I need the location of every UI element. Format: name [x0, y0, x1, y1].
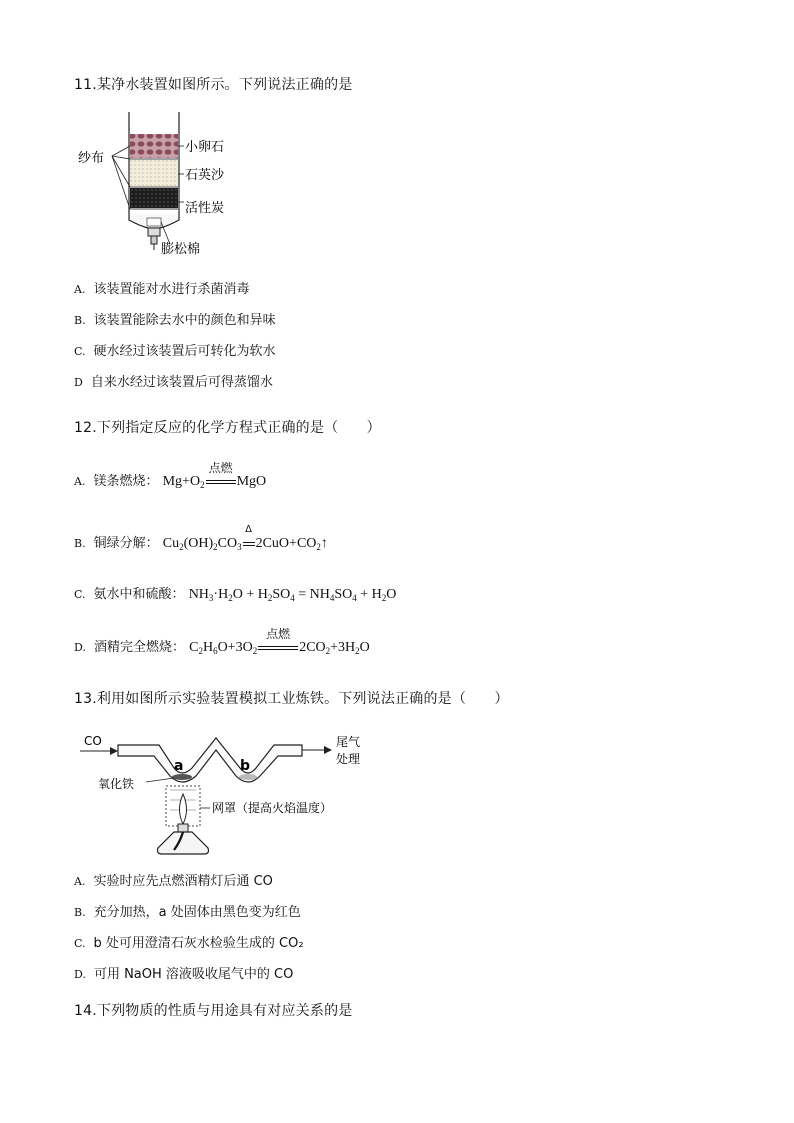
equation-b: $Cu_2(OH)_2CO_3$ Δ $2CuO+CO_2↑$	[162, 524, 328, 552]
sand-layer	[130, 160, 178, 186]
label-cotton: 膨松棉	[161, 242, 201, 257]
q13-option-c[interactable]: C. b 处可用澄清石灰水检验生成的 CO₂	[74, 936, 304, 951]
question-13-stem: 13.利用如图所示实验装置模拟工业炼铁。下列说法正确的是（ ）	[74, 691, 509, 707]
label-carbon: 活性炭	[185, 201, 225, 216]
equation-d: $C_2H_6O+3O_2$ 点燃 $2CO_2+3H_2O$	[189, 627, 370, 656]
limewater	[239, 774, 257, 780]
q12-option-a[interactable]: A. 镁条燃烧： $Mg+O_2$ 点燃 MgO	[74, 461, 267, 490]
iron-smelting-figure	[74, 730, 374, 862]
equation-a: $Mg+O_2$ 点燃 MgO	[162, 461, 267, 490]
label-sand: 石英沙	[185, 168, 225, 183]
q13-option-d[interactable]: D. 可用 NaOH 溶液吸收尾气中的 CO	[74, 967, 294, 982]
label-pebble: 小卵石	[185, 140, 225, 155]
water-filter-figure	[74, 108, 244, 260]
pebble-layer	[130, 134, 178, 158]
label-iron-oxide: 氧化铁	[98, 777, 135, 791]
q11-option-c[interactable]: C. 硬水经过该装置后可转化为软水	[74, 344, 276, 359]
label-tail-gas-2: 处理	[336, 752, 361, 766]
label-co: CO	[84, 734, 102, 748]
q11-option-d[interactable]: D 自来水经过该装置后可得蒸馏水	[74, 375, 273, 390]
q12-option-c[interactable]: C. 氨水中和硫酸： $NH_3\cdot H_2O + H_2SO_4 = NH_4SO_4 + H_2O$	[74, 587, 397, 603]
label-a: a	[174, 758, 184, 774]
carbon-layer	[130, 188, 178, 208]
question-11-stem: 11.某净水装置如图所示。下列说法正确的是	[74, 77, 353, 93]
q11-option-a[interactable]: A. 该装置能对水进行杀菌消毒	[74, 282, 250, 297]
glass-tube	[118, 738, 302, 782]
label-b: b	[240, 758, 251, 774]
q12-option-d[interactable]: D. 酒精完全燃烧： $C_2H_6O+3O_2$ 点燃 $2CO_2+3H_2O$	[74, 627, 370, 656]
question-12-stem: 12.下列指定反应的化学方程式正确的是（ ）	[74, 420, 381, 436]
q12-option-b[interactable]: B. 铜绿分解： $Cu_2(OH)_2CO_3$ Δ $2CuO+CO_2↑$	[74, 524, 328, 552]
label-cloth: 纱布	[78, 151, 105, 166]
cotton-plug	[147, 218, 161, 226]
label-tail-gas-1: 尾气	[336, 735, 361, 749]
equation-c: $NH_3\cdot H_2O + H_2SO_4 = NH_4SO_4 + H_2O$	[188, 587, 397, 603]
q11-option-b[interactable]: B. 该装置能除去水中的颜色和异味	[74, 313, 276, 328]
iron-oxide-sample	[172, 774, 192, 780]
question-14-stem: 14.下列物质的性质与用途具有对应关系的是	[74, 1003, 353, 1019]
q13-option-a[interactable]: A. 实验时应先点燃酒精灯后通 CO	[74, 874, 273, 889]
label-mesh: 网罩（提高火焰温度）	[212, 801, 333, 815]
q13-option-b[interactable]: B. 充分加热，a 处固体由黑色变为红色	[74, 905, 301, 920]
